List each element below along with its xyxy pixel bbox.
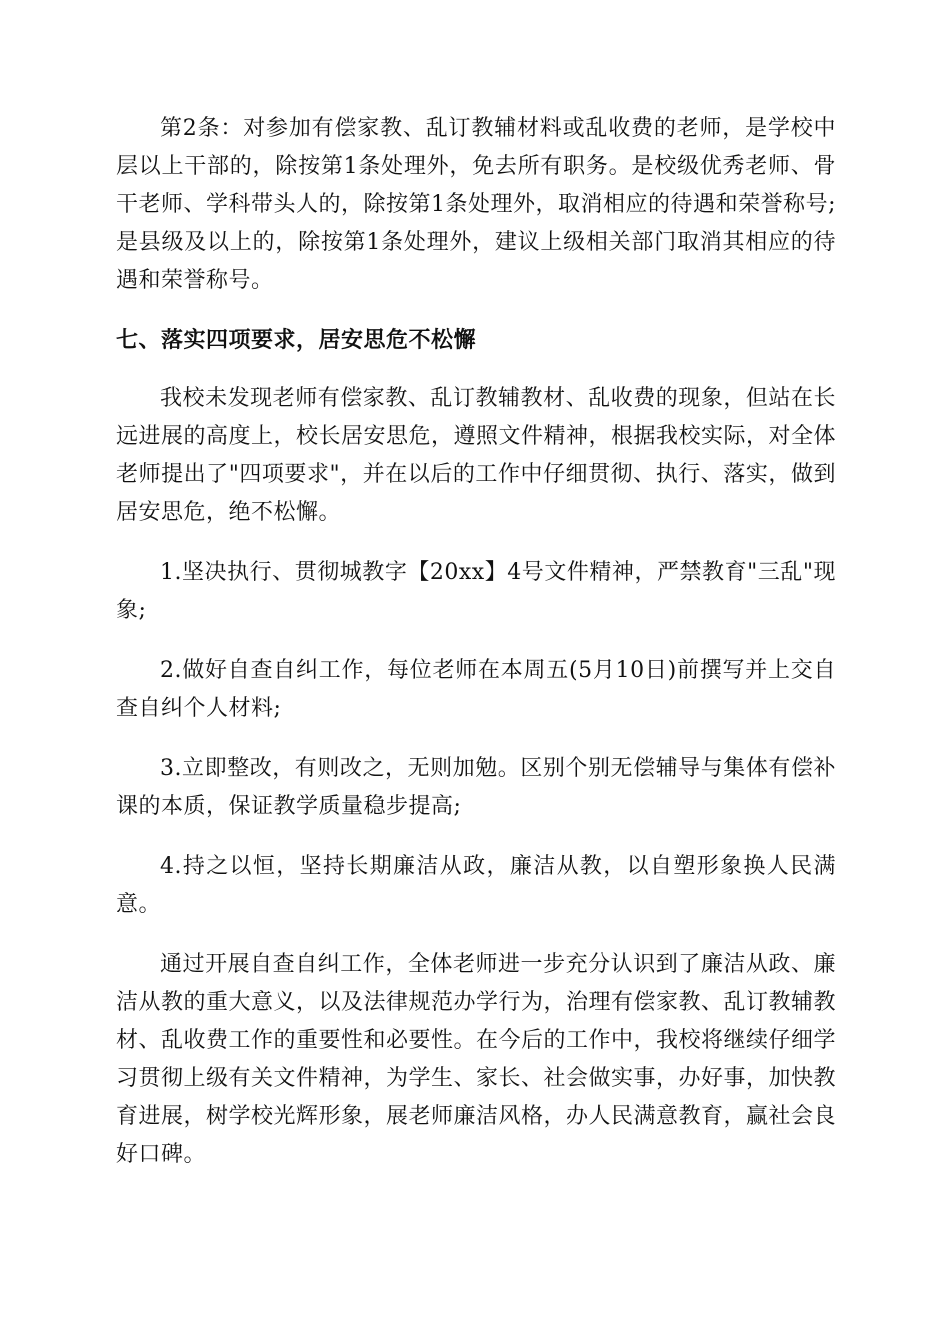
paragraph-conclusion: 通过开展自查自纠工作，全体老师进一步充分认识到了廉洁从政、廉洁从教的重大意义，以及法律规范办学行为，治理有偿家教、乱订教辅教材、乱收费工作的重要性和必要性。在今后的工作中，我校将继续仔细学习贯彻上级有关文件精神，为学生、家长、社会做实事，办好事，加快教育进展，树学校光辉形象，展老师廉洁风格，办人民满意教育，赢社会良好口碑。 [116, 952, 837, 1167]
paragraph-article-2: 第2条：对参加有偿家教、乱订教辅材料或乱收费的老师，是学校中层以上干部的，除按第1条处理外，免去所有职务。是校级优秀老师、骨干老师、学科带头人的，除按第1条处理外，取消相应的待遇和荣誉称号;是县级及以上的，除按第1条处理外，建议上级相关部门取消其相应的待遇和荣誉称号。 [116, 116, 836, 293]
section-heading: 七、落实四项要求，居安思危不松懈 [116, 328, 477, 353]
requirement-item-2: 2.做好自查自纠工作，每位老师在本周五(5月10日)前撰写并上交自查自纠个人材料; [116, 658, 836, 721]
requirement-item-4: 4.持之以恒，坚持长期廉洁从政，廉洁从教，以自塑形象换人民满意。 [116, 854, 836, 917]
requirement-item-3: 3.立即整改，有则改之，无则加勉。区别个别无偿辅导与集体有偿补课的本质，保证教学质量稳步提高; [116, 756, 836, 819]
requirement-item-1: 1.坚决执行、贯彻城教字【20xx】4号文件精神，严禁教育"三乱"现象; [116, 560, 836, 623]
paragraph-intro: 我校未发现老师有偿家教、乱订教辅教材、乱收费的现象，但站在长远进展的高度上，校长居安思危，遵照文件精神，根据我校实际，对全体老师提出了"四项要求"，并在以后的工作中仔细贯彻、执行、落实，做到居安思危，绝不松懈。 [116, 386, 837, 525]
document-body [116, 110, 836, 1174]
